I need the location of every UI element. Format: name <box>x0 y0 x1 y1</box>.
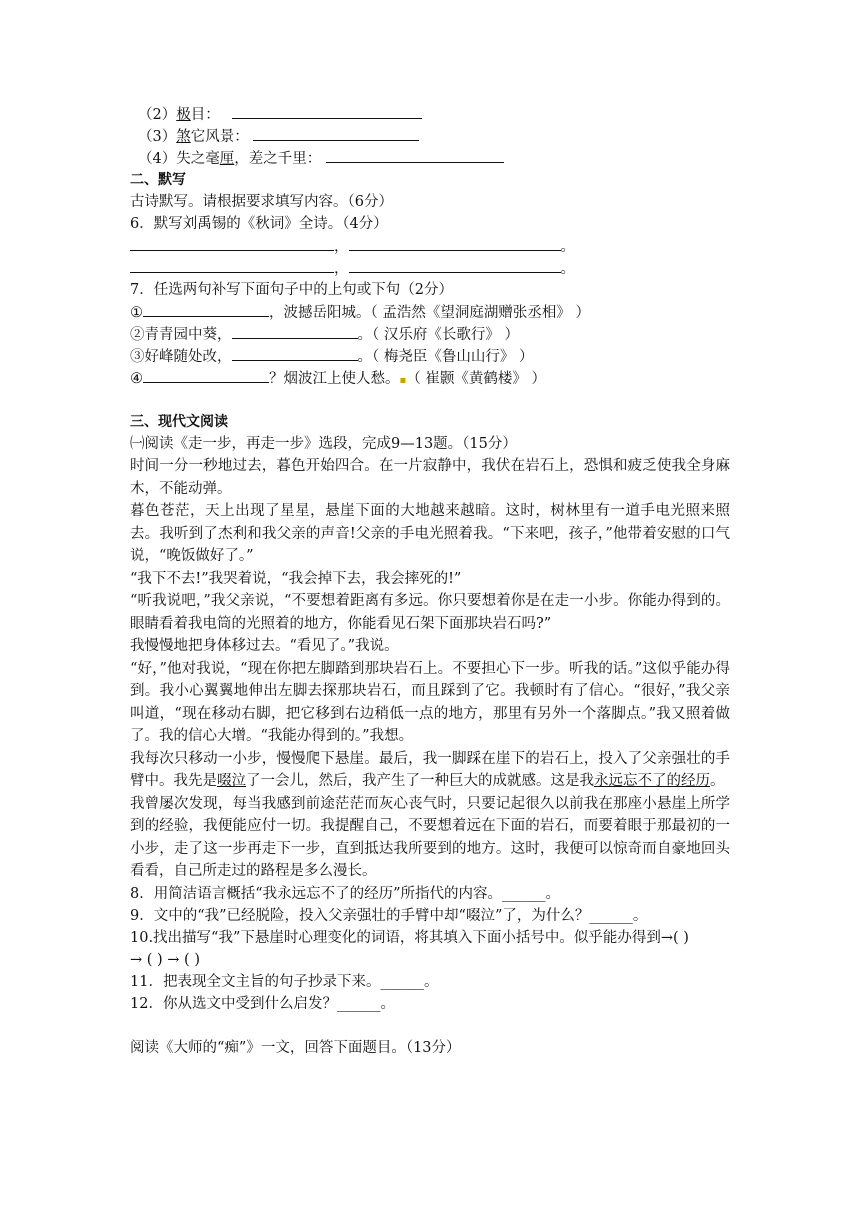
passage-paragraph-6: “好，”他对我说，“现在你把左脚踏到那块岩石上。不要担心下一步。听我的话。”这似乎能办得到。我小心翼翼地伸出左脚去探那块岩石，而且踩到了它。我顿时有了信心。“很好，”我父亲叫道，“现在移动右脚，把它移到右边稍低一点的地方，那里有另外一个落脚点。”我又照着做了。我的信心大增。“我能办得到的。”我想。 <box>130 660 730 744</box>
section-2-intro: 古诗默写。请根据要求填写内容。（6分） <box>130 194 393 210</box>
item-text: ？烟波江上使人愁。 <box>269 371 400 387</box>
paragraph-text: 。 <box>710 773 725 789</box>
spacer <box>130 1015 730 1037</box>
item-text: ②青青园中葵， <box>130 327 232 343</box>
question-7-item-2 <box>130 323 730 345</box>
question-10-line-1: 10.找出描写“我”下悬崖时心理变化的词语，将其填入下面小括号中。似乎能办得到→( ) <box>130 929 689 946</box>
item-text: ，波撼岳阳城。（ 孟浩然《望洞庭湖赠张丞相》 ） <box>269 305 590 321</box>
passage-paragraph-1: 时间一分一秒地过去，暮色开始四合。在一片寂静中，我伏在岩石上，恐惧和疲乏使我全身麻木，不能动弹。 <box>130 458 730 497</box>
underlined-word: 啜泣 <box>217 773 246 789</box>
vocab-item-2-prefix: （2） <box>138 107 177 123</box>
period: 。 <box>560 261 575 277</box>
question-7-item-4 <box>130 367 730 389</box>
vocab-item-3 <box>130 125 730 147</box>
answer-blank[interactable] <box>232 345 358 361</box>
next-reading-intro: 阅读《大师的“痴”》一文，回答下面题目。（13分） <box>130 1039 461 1056</box>
question-10-line-2: → ( ) → ( ) <box>130 951 200 968</box>
passage-paragraph-3: “我下不去!”我哭着说，“我会掉下去，我会摔死的!” <box>130 570 462 587</box>
question-11: 11．把表现全文主旨的句子抄录下来。______。 <box>130 973 439 990</box>
vocab-item-2 <box>130 103 730 125</box>
question-7-item-3 <box>130 345 730 367</box>
document-page <box>130 103 730 1059</box>
poem-line-1 <box>130 235 730 257</box>
answer-blank[interactable] <box>232 323 358 339</box>
item-tail: 。（ 汉乐府《长歌行》 ） <box>357 327 519 343</box>
vocab-item-4 <box>130 147 730 169</box>
item-number: ① <box>130 305 143 321</box>
answer-blank[interactable] <box>232 103 422 119</box>
question-6: 6．默写刘禹锡的《秋词》全诗。（4分） <box>130 216 388 232</box>
vocab-item-2-rest: 目： <box>190 107 220 123</box>
vocab-item-3-word: 煞 <box>176 129 191 145</box>
question-7-item-1 <box>130 301 730 323</box>
passage-paragraph-8: 我曾屡次发现，每当我感到前途茫茫而灰心丧气时，只要记起很久以前我在那座小悬崖上所学到的经验，我便能应付一切。我提醒自己，不要想着远在下面的岩石，而要着眼于那最初的一小步，走了这一步再走下一步，直到抵达我所要到的地方。这时，我便可以惊奇而自豪地回头看看，自己所走过的路程是多么漫长。 <box>130 795 730 879</box>
period: 。 <box>560 239 575 255</box>
item-text: ③好峰随处改， <box>130 349 232 365</box>
answer-blank[interactable] <box>326 147 504 163</box>
spacer <box>130 389 730 411</box>
vocab-item-4-word: 厘 <box>219 151 235 167</box>
mark-dot-icon: ▪ <box>399 375 407 386</box>
question-8: 8．用简洁语言概括“我永远忘不了的经历”所指代的内容。______。 <box>130 885 561 902</box>
item-tail: （ 崔颢《黄鹤楼》 ） <box>406 371 546 387</box>
vocab-item-2-word: 极 <box>176 107 191 123</box>
underlined-phrase: 永远忘不了的经历 <box>594 773 710 789</box>
vocab-item-3-rest: 它风景： <box>190 129 249 145</box>
answer-blank[interactable] <box>253 125 419 141</box>
section-3-title: 三、现代文阅读 <box>130 414 228 430</box>
answer-blank[interactable] <box>349 257 561 273</box>
question-9: 9．文中的“我”已经脱险，投入父亲强壮的手臂中却“啜泣”了，为什么？______。 <box>130 907 648 924</box>
comma: ， <box>334 239 349 255</box>
answer-blank[interactable] <box>130 235 334 251</box>
item-tail: 。（ 梅尧臣《鲁山山行》 ） <box>357 349 534 365</box>
question-12: 12．你从选文中受到什么启发？______。 <box>130 995 395 1012</box>
vocab-item-3-prefix: （3） <box>138 129 177 145</box>
vocab-item-4-rest: ，差之千里： <box>234 151 322 167</box>
poem-line-2 <box>130 257 730 279</box>
answer-blank[interactable] <box>143 301 269 317</box>
section-3-intro: ㈠阅读《走一步，再走一步》选段，完成9—13题。（15分） <box>130 436 517 452</box>
section-2-title: 二、默写 <box>130 172 186 188</box>
passage-paragraph-4: “听我说吧，”我父亲说，“不要想着距离有多远。你只要想着你是在走一小步。你能办得到的。眼睛看着我电筒的光照着的地方，你能看见石架下面那块岩石吗?” <box>130 593 730 632</box>
passage-paragraph-5: 我慢慢地把身体移过去。“看见了。”我说。 <box>130 638 399 654</box>
answer-blank[interactable] <box>143 367 269 383</box>
comma: ， <box>334 261 349 277</box>
passage-paragraph-7 <box>130 748 730 793</box>
passage-paragraph-2: 暮色苍茫，天上出现了星星，悬崖下面的大地越来越暗。这时，树林里有一道手电光照来照去。我听到了杰利和我父亲的声音!父亲的手电光照着我。“下来吧，孩子，”他带着安慰的口气说，“晚饭做好了。” <box>130 503 730 564</box>
answer-blank[interactable] <box>130 257 334 273</box>
vocab-item-4-prefix: （4）失之毫 <box>138 151 220 167</box>
answer-blank[interactable] <box>349 235 561 251</box>
item-number: ④ <box>130 371 143 387</box>
paragraph-text: 我每次只移动一小步，慢慢爬下悬崖。最后，我一脚踩在崖下的岩石上，投入了父亲强壮的手臂中。我先是 <box>130 750 730 789</box>
paragraph-text: 了一会儿，然后，我产生了一种巨大的成就感。这是我 <box>246 773 594 789</box>
question-7: 7．任选两句补写下面句子中的上句或下句（2分） <box>130 282 453 298</box>
